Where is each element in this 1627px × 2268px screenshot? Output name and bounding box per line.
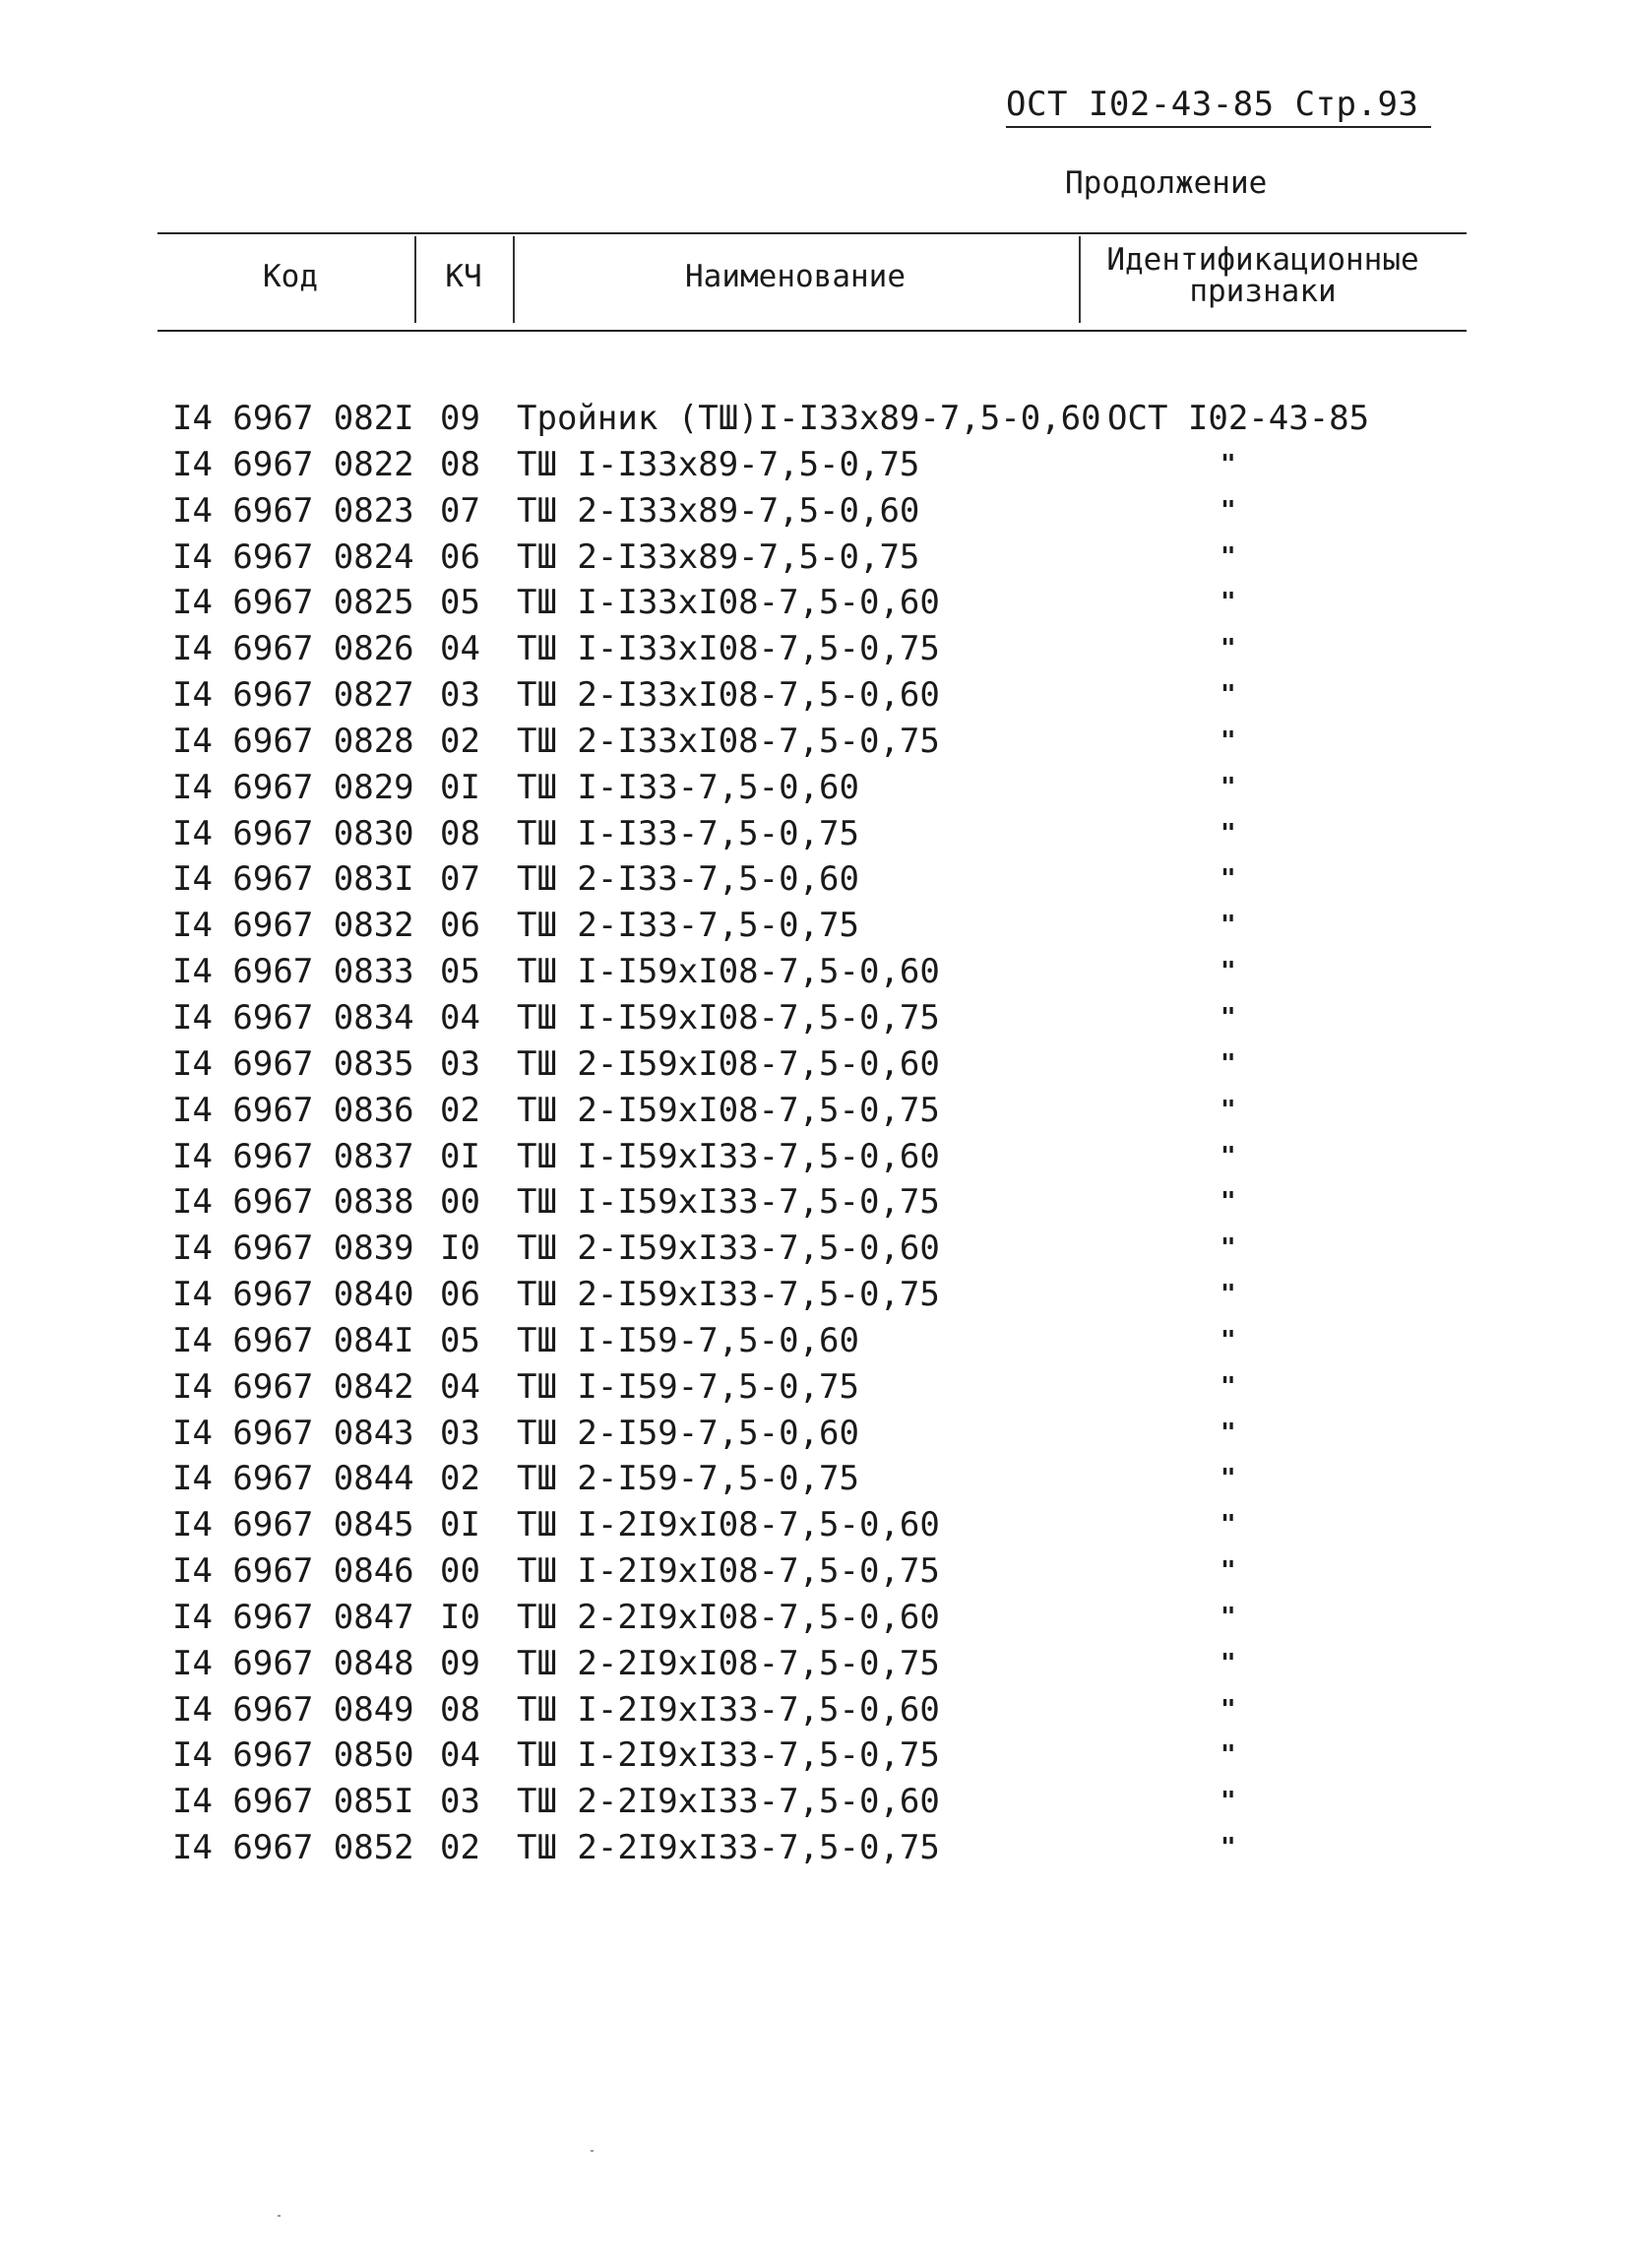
row-ident: "	[1220, 957, 1236, 987]
row-ident: "	[1220, 1648, 1236, 1678]
row-name: ТШ I-I59xI08-7,5-0,75	[517, 997, 940, 1038]
row-ident: "	[1220, 680, 1236, 711]
column-header-ident: Идентификационные признаки	[1106, 242, 1419, 309]
row-name: ТШ 2-2I9xI33-7,5-0,60	[517, 1782, 940, 1822]
continuation-label: Продолжение	[1065, 165, 1268, 201]
table-header-bottom-rule	[157, 330, 1467, 332]
row-kch: 07	[440, 490, 480, 531]
row-code: I4 6967 0835	[172, 1043, 414, 1084]
row-code: I4 6967 0838	[172, 1182, 414, 1223]
row-kch: 03	[440, 1413, 480, 1453]
column-header-code: Код	[263, 259, 318, 294]
row-kch: 07	[440, 859, 480, 900]
row-ident: "	[1220, 1325, 1236, 1355]
row-ident: "	[1220, 1280, 1236, 1310]
row-code: I4 6967 083I	[172, 859, 414, 900]
row-code: I4 6967 085I	[172, 1782, 414, 1822]
row-code: I4 6967 0846	[172, 1551, 414, 1592]
row-code: I4 6967 0837	[172, 1136, 414, 1176]
row-kch: 04	[440, 629, 480, 669]
row-kch: 08	[440, 813, 480, 853]
row-code: I4 6967 0845	[172, 1505, 414, 1545]
row-name: ТШ 2-2I9xI33-7,5-0,75	[517, 1828, 940, 1868]
row-ident: "	[1220, 911, 1236, 941]
row-ident: "	[1220, 1464, 1236, 1494]
row-code: I4 6967 084I	[172, 1320, 414, 1360]
row-ident: "	[1220, 1787, 1236, 1817]
row-code: I4 6967 0847	[172, 1597, 414, 1637]
row-ident: "	[1220, 725, 1236, 756]
row-name: ТШ I-I59-7,5-0,75	[517, 1366, 859, 1407]
row-code: I4 6967 0836	[172, 1090, 414, 1130]
row-ident: "	[1220, 1833, 1236, 1863]
row-name: ТШ 2-I59xI33-7,5-0,60	[517, 1228, 940, 1269]
row-code: I4 6967 0830	[172, 813, 414, 853]
row-kch: 0I	[440, 1136, 480, 1176]
row-kch: 02	[440, 721, 480, 761]
row-name: ТШ 2-I33-7,5-0,60	[517, 859, 859, 900]
row-code: I4 6967 0844	[172, 1459, 414, 1499]
document-designation: ОСТ I02-43-85 Стр.93	[1006, 85, 1419, 124]
row-name: ТШ I-I59-7,5-0,60	[517, 1320, 859, 1360]
row-kch: 05	[440, 1320, 480, 1360]
row-ident: "	[1220, 1141, 1236, 1171]
row-kch: 06	[440, 536, 480, 577]
row-code: I4 6967 0834	[172, 997, 414, 1038]
row-kch: 04	[440, 1366, 480, 1407]
row-kch: I0	[440, 1228, 480, 1269]
designation-underline	[1006, 126, 1431, 128]
row-ident: "	[1220, 818, 1236, 849]
row-name: ТШ I-I33-7,5-0,60	[517, 767, 859, 807]
row-code: I4 6967 0849	[172, 1689, 414, 1730]
row-name: ТШ 2-I59xI33-7,5-0,75	[517, 1275, 940, 1315]
row-kch: 04	[440, 997, 480, 1038]
row-name: ТШ 2-2I9xI08-7,5-0,60	[517, 1597, 940, 1637]
row-ident: "	[1220, 1556, 1236, 1587]
row-kch: 08	[440, 1689, 480, 1730]
row-name: ТШ I-I33xI08-7,5-0,75	[517, 629, 940, 669]
row-code: I4 6967 0848	[172, 1643, 414, 1683]
row-ident: "	[1220, 1510, 1236, 1541]
row-ident: "	[1220, 588, 1236, 618]
row-name: ТШ 2-I33x89-7,5-0,75	[517, 536, 920, 577]
row-code: I4 6967 0833	[172, 952, 414, 992]
row-kch: 0I	[440, 1505, 480, 1545]
scan-speck	[591, 2150, 594, 2152]
row-code: I4 6967 0825	[172, 583, 414, 623]
row-ident: "	[1220, 1694, 1236, 1725]
row-ident: "	[1220, 1418, 1236, 1448]
row-kch: 02	[440, 1828, 480, 1868]
row-ident: "	[1220, 864, 1236, 895]
row-code: I4 6967 0828	[172, 721, 414, 761]
row-name: ТШ I-2I9xI33-7,5-0,60	[517, 1689, 940, 1730]
row-name: ТШ I-I33xI08-7,5-0,60	[517, 583, 940, 623]
row-ident: "	[1220, 1602, 1236, 1632]
row-code: I4 6967 0842	[172, 1366, 414, 1407]
column-header-kch: КЧ	[445, 259, 482, 294]
row-code: I4 6967 0826	[172, 629, 414, 669]
row-kch: 02	[440, 1090, 480, 1130]
row-name: ТШ 2-I59-7,5-0,60	[517, 1413, 859, 1453]
row-name: ТШ I-2I9xI33-7,5-0,75	[517, 1735, 940, 1776]
row-name: ТШ I-I33-7,5-0,75	[517, 813, 859, 853]
row-name: ТШ 2-I33x89-7,5-0,60	[517, 490, 920, 531]
row-code: I4 6967 0850	[172, 1735, 414, 1776]
row-code: I4 6967 0822	[172, 444, 414, 484]
row-code: I4 6967 0843	[172, 1413, 414, 1453]
row-name: ТШ 2-I59xI08-7,5-0,75	[517, 1090, 940, 1130]
row-kch: 00	[440, 1551, 480, 1592]
row-name: ТШ I-2I9xI08-7,5-0,75	[517, 1551, 940, 1592]
row-name: ТШ I-I59xI08-7,5-0,60	[517, 952, 940, 992]
row-name: ТШ I-I33x89-7,5-0,75	[517, 444, 920, 484]
row-code: I4 6967 0840	[172, 1275, 414, 1315]
row-kch: 09	[440, 1643, 480, 1683]
row-ident: "	[1220, 634, 1236, 664]
row-name: ТШ 2-2I9xI08-7,5-0,75	[517, 1643, 940, 1683]
row-ident: "	[1220, 1233, 1236, 1264]
row-ident: "	[1220, 772, 1236, 802]
row-ident: "	[1220, 1002, 1236, 1033]
row-kch: 06	[440, 1275, 480, 1315]
row-kch: 04	[440, 1735, 480, 1776]
row-ident: "	[1220, 1371, 1236, 1402]
row-kch: 08	[440, 444, 480, 484]
row-ident: "	[1220, 495, 1236, 526]
row-code: I4 6967 0829	[172, 767, 414, 807]
row-kch: 05	[440, 583, 480, 623]
row-kch: 03	[440, 675, 480, 716]
row-kch: 05	[440, 952, 480, 992]
row-ident: "	[1220, 1740, 1236, 1771]
row-ident: ОСТ I02-43-85	[1107, 399, 1370, 438]
row-kch: 02	[440, 1459, 480, 1499]
row-code: I4 6967 0823	[172, 490, 414, 531]
row-name: ТШ I-2I9xI08-7,5-0,60	[517, 1505, 940, 1545]
row-kch: I0	[440, 1597, 480, 1637]
row-name: ТШ 2-I33xI08-7,5-0,60	[517, 675, 940, 716]
row-name: ТШ 2-I59xI08-7,5-0,60	[517, 1043, 940, 1084]
row-code: I4 6967 0827	[172, 675, 414, 716]
row-ident: "	[1220, 1095, 1236, 1125]
row-name: Тройник (ТШ)I-I33x89-7,5-0,60	[517, 399, 1101, 438]
row-ident: "	[1220, 1187, 1236, 1218]
row-ident: "	[1220, 541, 1236, 572]
row-kch: 00	[440, 1182, 480, 1223]
row-name: ТШ 2-I33-7,5-0,75	[517, 906, 859, 946]
row-kch: 06	[440, 906, 480, 946]
row-code: I4 6967 082I	[172, 399, 414, 438]
column-header-name: Наименование	[685, 259, 906, 294]
row-code: I4 6967 0832	[172, 906, 414, 946]
table-top-rule	[157, 232, 1467, 234]
row-ident: "	[1220, 449, 1236, 479]
row-name: ТШ I-I59xI33-7,5-0,60	[517, 1136, 940, 1176]
row-code: I4 6967 0839	[172, 1228, 414, 1269]
row-kch: 09	[440, 399, 480, 438]
row-kch: 03	[440, 1782, 480, 1822]
row-kch: 03	[440, 1043, 480, 1084]
row-name: ТШ I-I59xI33-7,5-0,75	[517, 1182, 940, 1223]
row-kch: 0I	[440, 767, 480, 807]
row-name: ТШ 2-I59-7,5-0,75	[517, 1459, 859, 1499]
scan-speck	[278, 2215, 281, 2217]
row-name: ТШ 2-I33xI08-7,5-0,75	[517, 721, 940, 761]
row-code: I4 6967 0852	[172, 1828, 414, 1868]
row-code: I4 6967 0824	[172, 536, 414, 577]
row-ident: "	[1220, 1048, 1236, 1079]
